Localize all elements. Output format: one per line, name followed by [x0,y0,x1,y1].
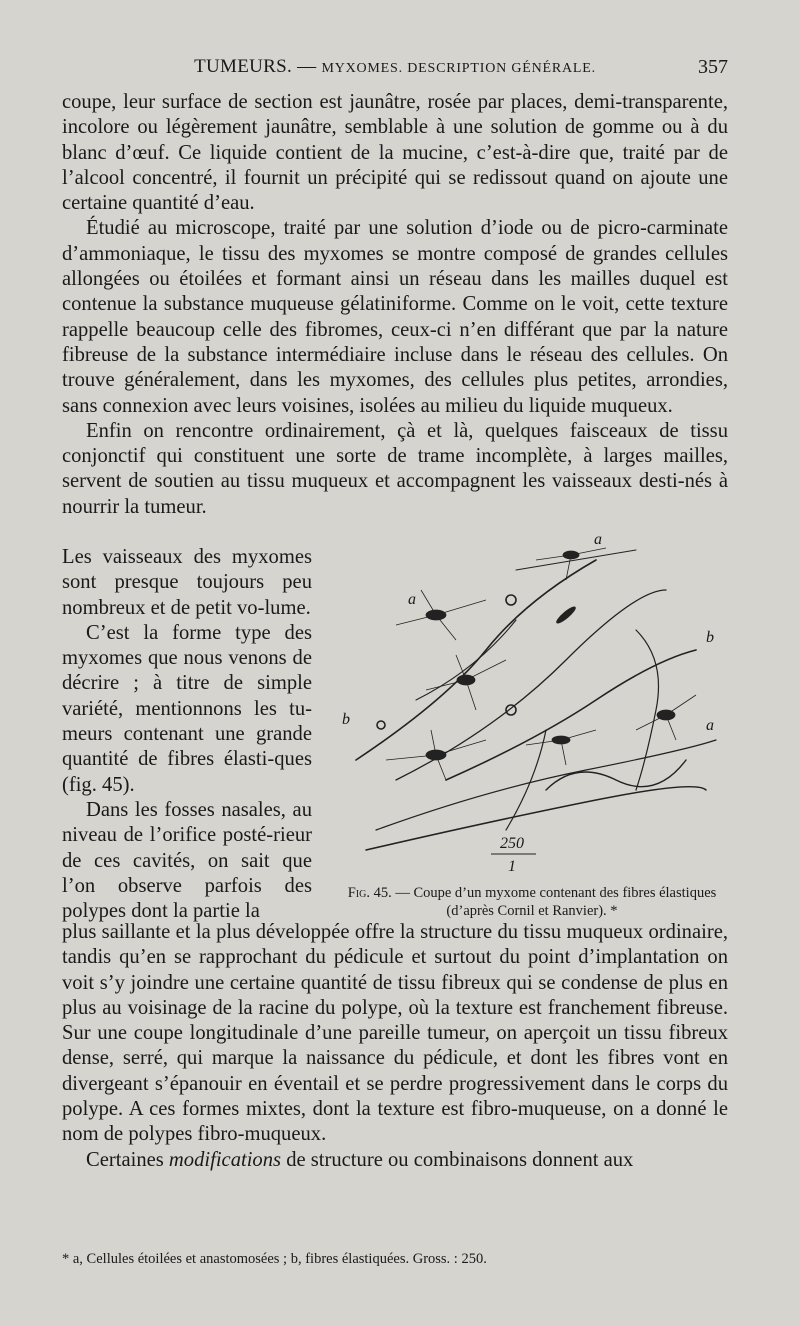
figure-myxome-illustration [336,530,728,875]
text-block-top [62,90,728,520]
elastic-fiber [356,560,596,760]
elastic-fiber [636,630,659,790]
round-cell [377,721,385,729]
paragraph: Les vaisseaux des myxomes sont presque toujours peu nombreux et de petit vo-lume. [62,546,312,619]
running-title-main: TUMEURS. — [194,56,317,77]
scale-numerator: 250 [500,835,524,852]
running-title-sub: MYXOMES. DESCRIPTION GÉNÉRALE. [321,61,596,76]
text-block-bottom [62,920,728,1173]
scale-denominator: 1 [508,858,516,875]
figure-caption [336,884,728,920]
paragraph: plus saillante et la plus développée offre la structure du tissu muqueux ordinaire, tandis qu’en se rapprochant du pédicule et surtout du point d’implantation on voit s’y joindre une certaine quantité de tissu fibreux qui se condense de plus en plus au voisinage de la racine du polype, où la texture est franchement fibreuse. Sur une coupe longitudinale d’une pareille tumeur, on aperçoit un tissu fibreux dense, serré, qui marque la naissance du pédicule, et dont les fibres vont en divergeant s’épanouir en éventail et se perdre progressivement dans le corps du polype. A ces formes mixtes, dont la texture est fibro-muqueuse, on a donné le nom de polypes fibro-muqueux. [62,921,728,1146]
figure-caption-label: Fig. 45. [347,885,392,901]
running-title [62,56,728,78]
italic-term: modifications [168,1148,282,1171]
elastic-fiber [366,787,706,850]
paragraph [62,1148,728,1173]
figure-label-a: a [408,591,416,608]
figure-label-a: a [594,531,602,548]
paragraph-start: Certaines [86,1148,169,1171]
footnote: * a, Cellules étoilées et anastomosées ; b, fibres élastiquées. Gross. : 250. [62,1251,487,1267]
running-header [62,56,728,84]
paragraph-end: de structure ou combinaisons donnent aux [281,1148,634,1171]
text-block-left-column [62,545,312,924]
paragraph: C’est la forme type des myxomes que nous venons de décrire ; à titre de simple variété, mentionnons les tu-meurs contenant une grande quantité de fibres élasti-ques (fig. 45). [62,621,312,796]
figure-label-b: b [342,711,350,728]
paragraph: Enfin on rencontre ordinairement, çà et là, quelques faisceaux de tissu conjonctif qui constituent une sorte de trame incomplète, à larges mailles, servent de soutien au tissu muqueux et accompagnent les vaisseaux desti-nés à nourrir la tumeur. [62,419,728,518]
figure-label-b: b [706,629,714,646]
paragraph: Étudié au microscope, traité par une solution d’iode ou de picro-carminate d’ammoniaque, le tissu des myxomes se montre composé de grandes cellules allongées ou étoilées et formant ainsi un réseau dans les mailles duquel est contenue la substance muqueuse gélatiniforme. Comme on le voit, cette texture rappelle beaucoup celle des fibromes, ceux-ci n’en différant que par la nature fibreuse de la substance intermédiaire incluse dans le réseau des cellules. On trouve généralement, dans les myxomes, des cellules plus petites, arrondies, sans connexion avec leurs voisines, isolées au milieu du liquide muqueux. [62,217,728,417]
figure-caption-text: — Coupe d’un myxome contenant des fibres élastiques (d’après Cornil et Ranvier). * [395,885,717,919]
paragraph: coupe, leur surface de section est jaunâtre, rosée par places, demi-transparente, incolore ou légèrement jaunâtre, semblable à une solution de gomme ou à du blanc d’œuf. Ce liquide contient de la mucine, c’est-à-dire que, traité par de l’alcool concentré, il fournit un précipité qui se redissout quand on ajoute une certaine quantité d’eau. [62,91,728,215]
round-cell [506,595,516,605]
paragraph: Dans les fosses nasales, au niveau de l’orifice posté-rieur de ces cavités, on sait que l’on observe parfois des polypes dont la partie la [62,798,312,923]
page-number: 357 [698,56,728,78]
figure-label-a: a [706,717,714,734]
spindle-cell [555,605,577,625]
round-cell [506,705,516,715]
